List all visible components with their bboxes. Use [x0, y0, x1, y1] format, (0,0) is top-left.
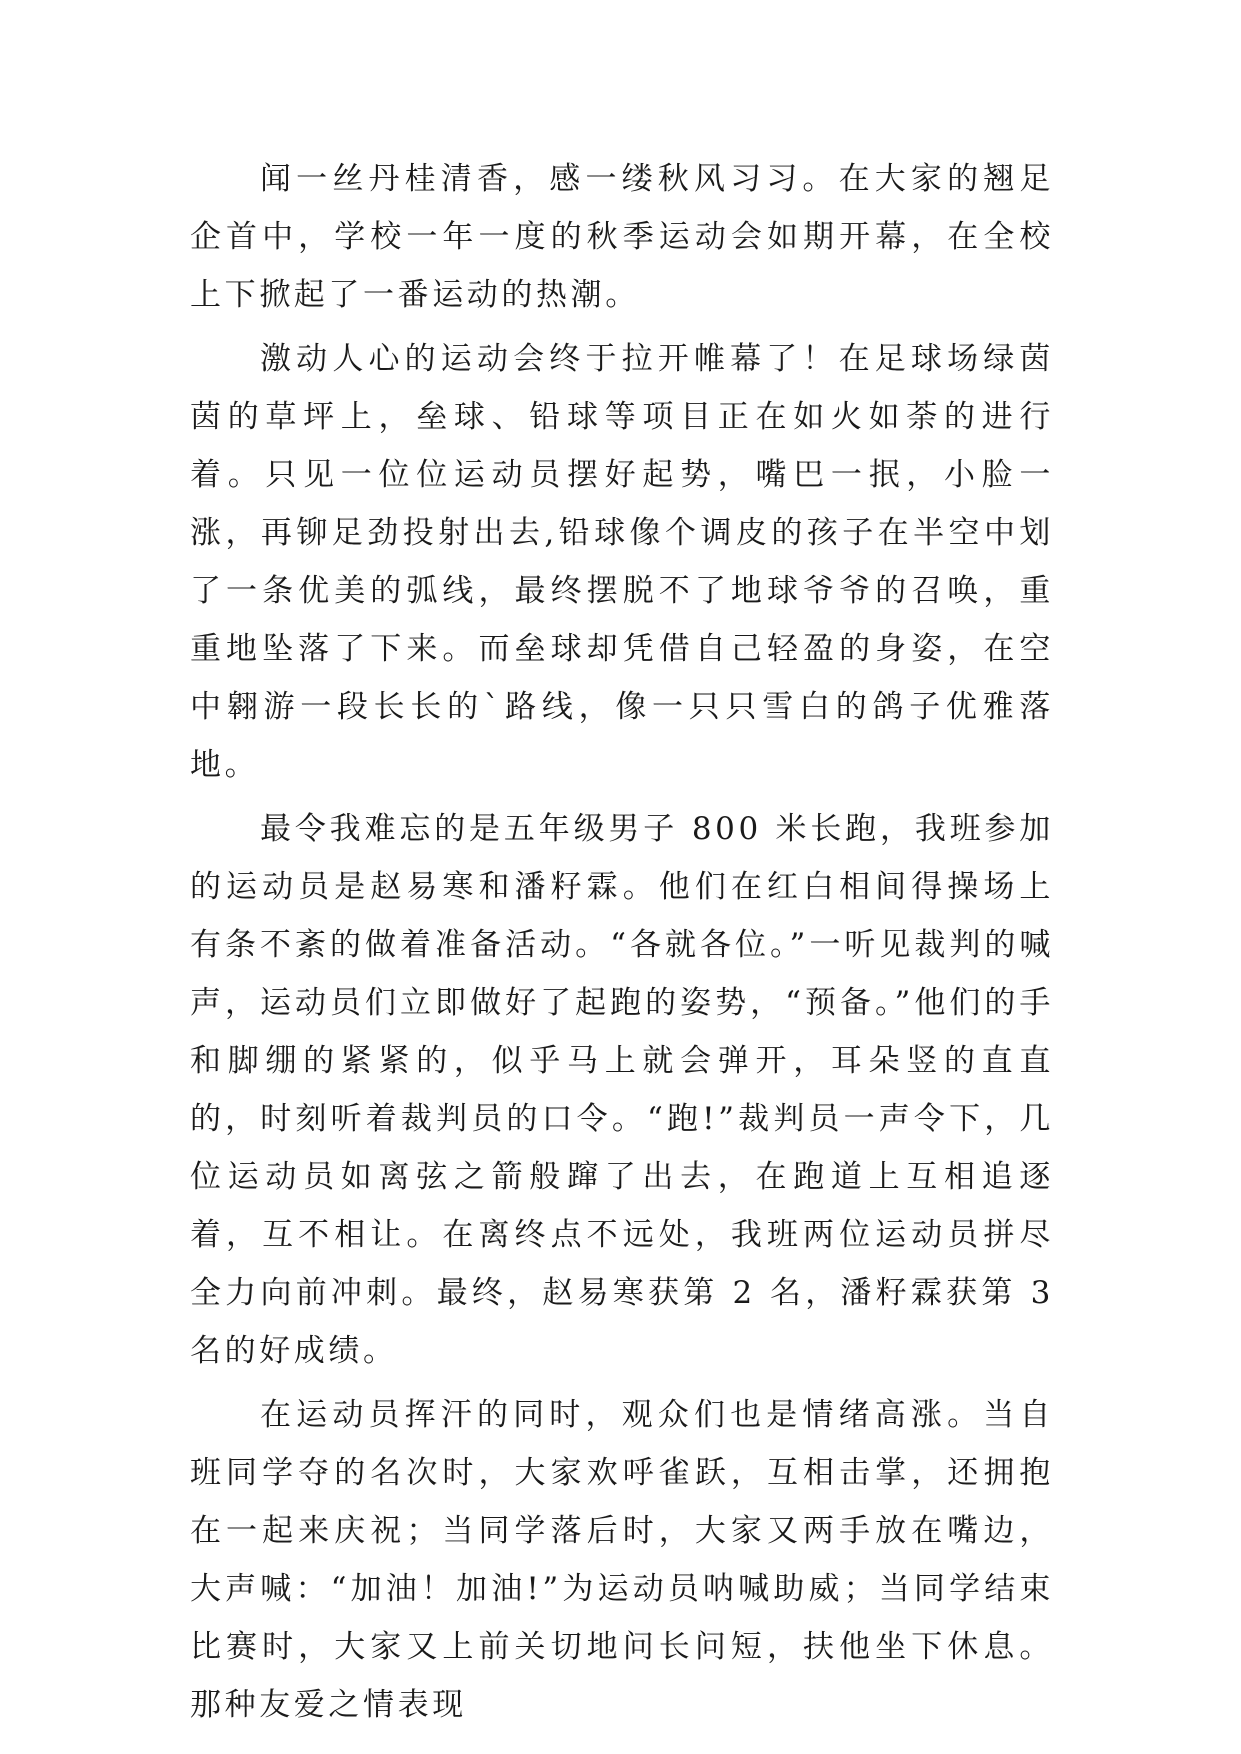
document-body: [190, 150, 1054, 1734]
paragraph-4: 在运动员挥汗的同时，观众们也是情绪高涨。当自班同学夺的名次时，大家欢呼雀跃，互相击掌，还拥抱在一起来庆祝；当同学落后时，大家又两手放在嘴边，大声喊：“加油！加油!”为运动员呐喊助威；当同学结束比赛时，大家又上前关切地问长问短，扶他坐下休息。那种友爱之情表现: [190, 1397, 1054, 1723]
paragraph-3: 最令我难忘的是五年级男子 800 米长跑，我班参加的运动员是赵易寒和潘籽霖。他们在红白相间得操场上有条不紊的做着准备活动。“各就各位。”一听见裁判的喊声，运动员们立即做好了起跑的姿势，“预备。”他们的手和脚绷的紧紧的，似乎马上就会弹开，耳朵竖的直直的，时刻听着裁判员的口令。“跑!”裁判员一声令下，几位运动员如离弦之箭般蹿了出去，在跑道上互相追逐着，互不相让。在离终点不远处，我班两位运动员拼尽全力向前冲刺。最终，赵易寒获第 2 名，潘籽霖获第 3 名的好成绩。: [190, 811, 1054, 1369]
paragraph-2: 激动人心的运动会终于拉开帷幕了！在足球场绿茵茵的草坪上，垒球、铅球等项目正在如火如荼的进行着。只见一位位运动员摆好起势，嘴巴一抿，小脸一涨，再铆足劲投射出去,铅球像个调皮的孩子在半空中划了一条优美的弧线，最终摆脱不了地球爷爷的召唤，重重地坠落了下来。而垒球却凭借自己轻盈的身姿，在空中翱游一段长长的`路线，像一只只雪白的鸽子优雅落地。: [190, 341, 1054, 783]
paragraph-1: 闻一丝丹桂清香，感一缕秋风习习。在大家的翘足企首中，学校一年一度的秋季运动会如期开幕，在全校上下掀起了一番运动的热潮。: [190, 161, 1054, 313]
